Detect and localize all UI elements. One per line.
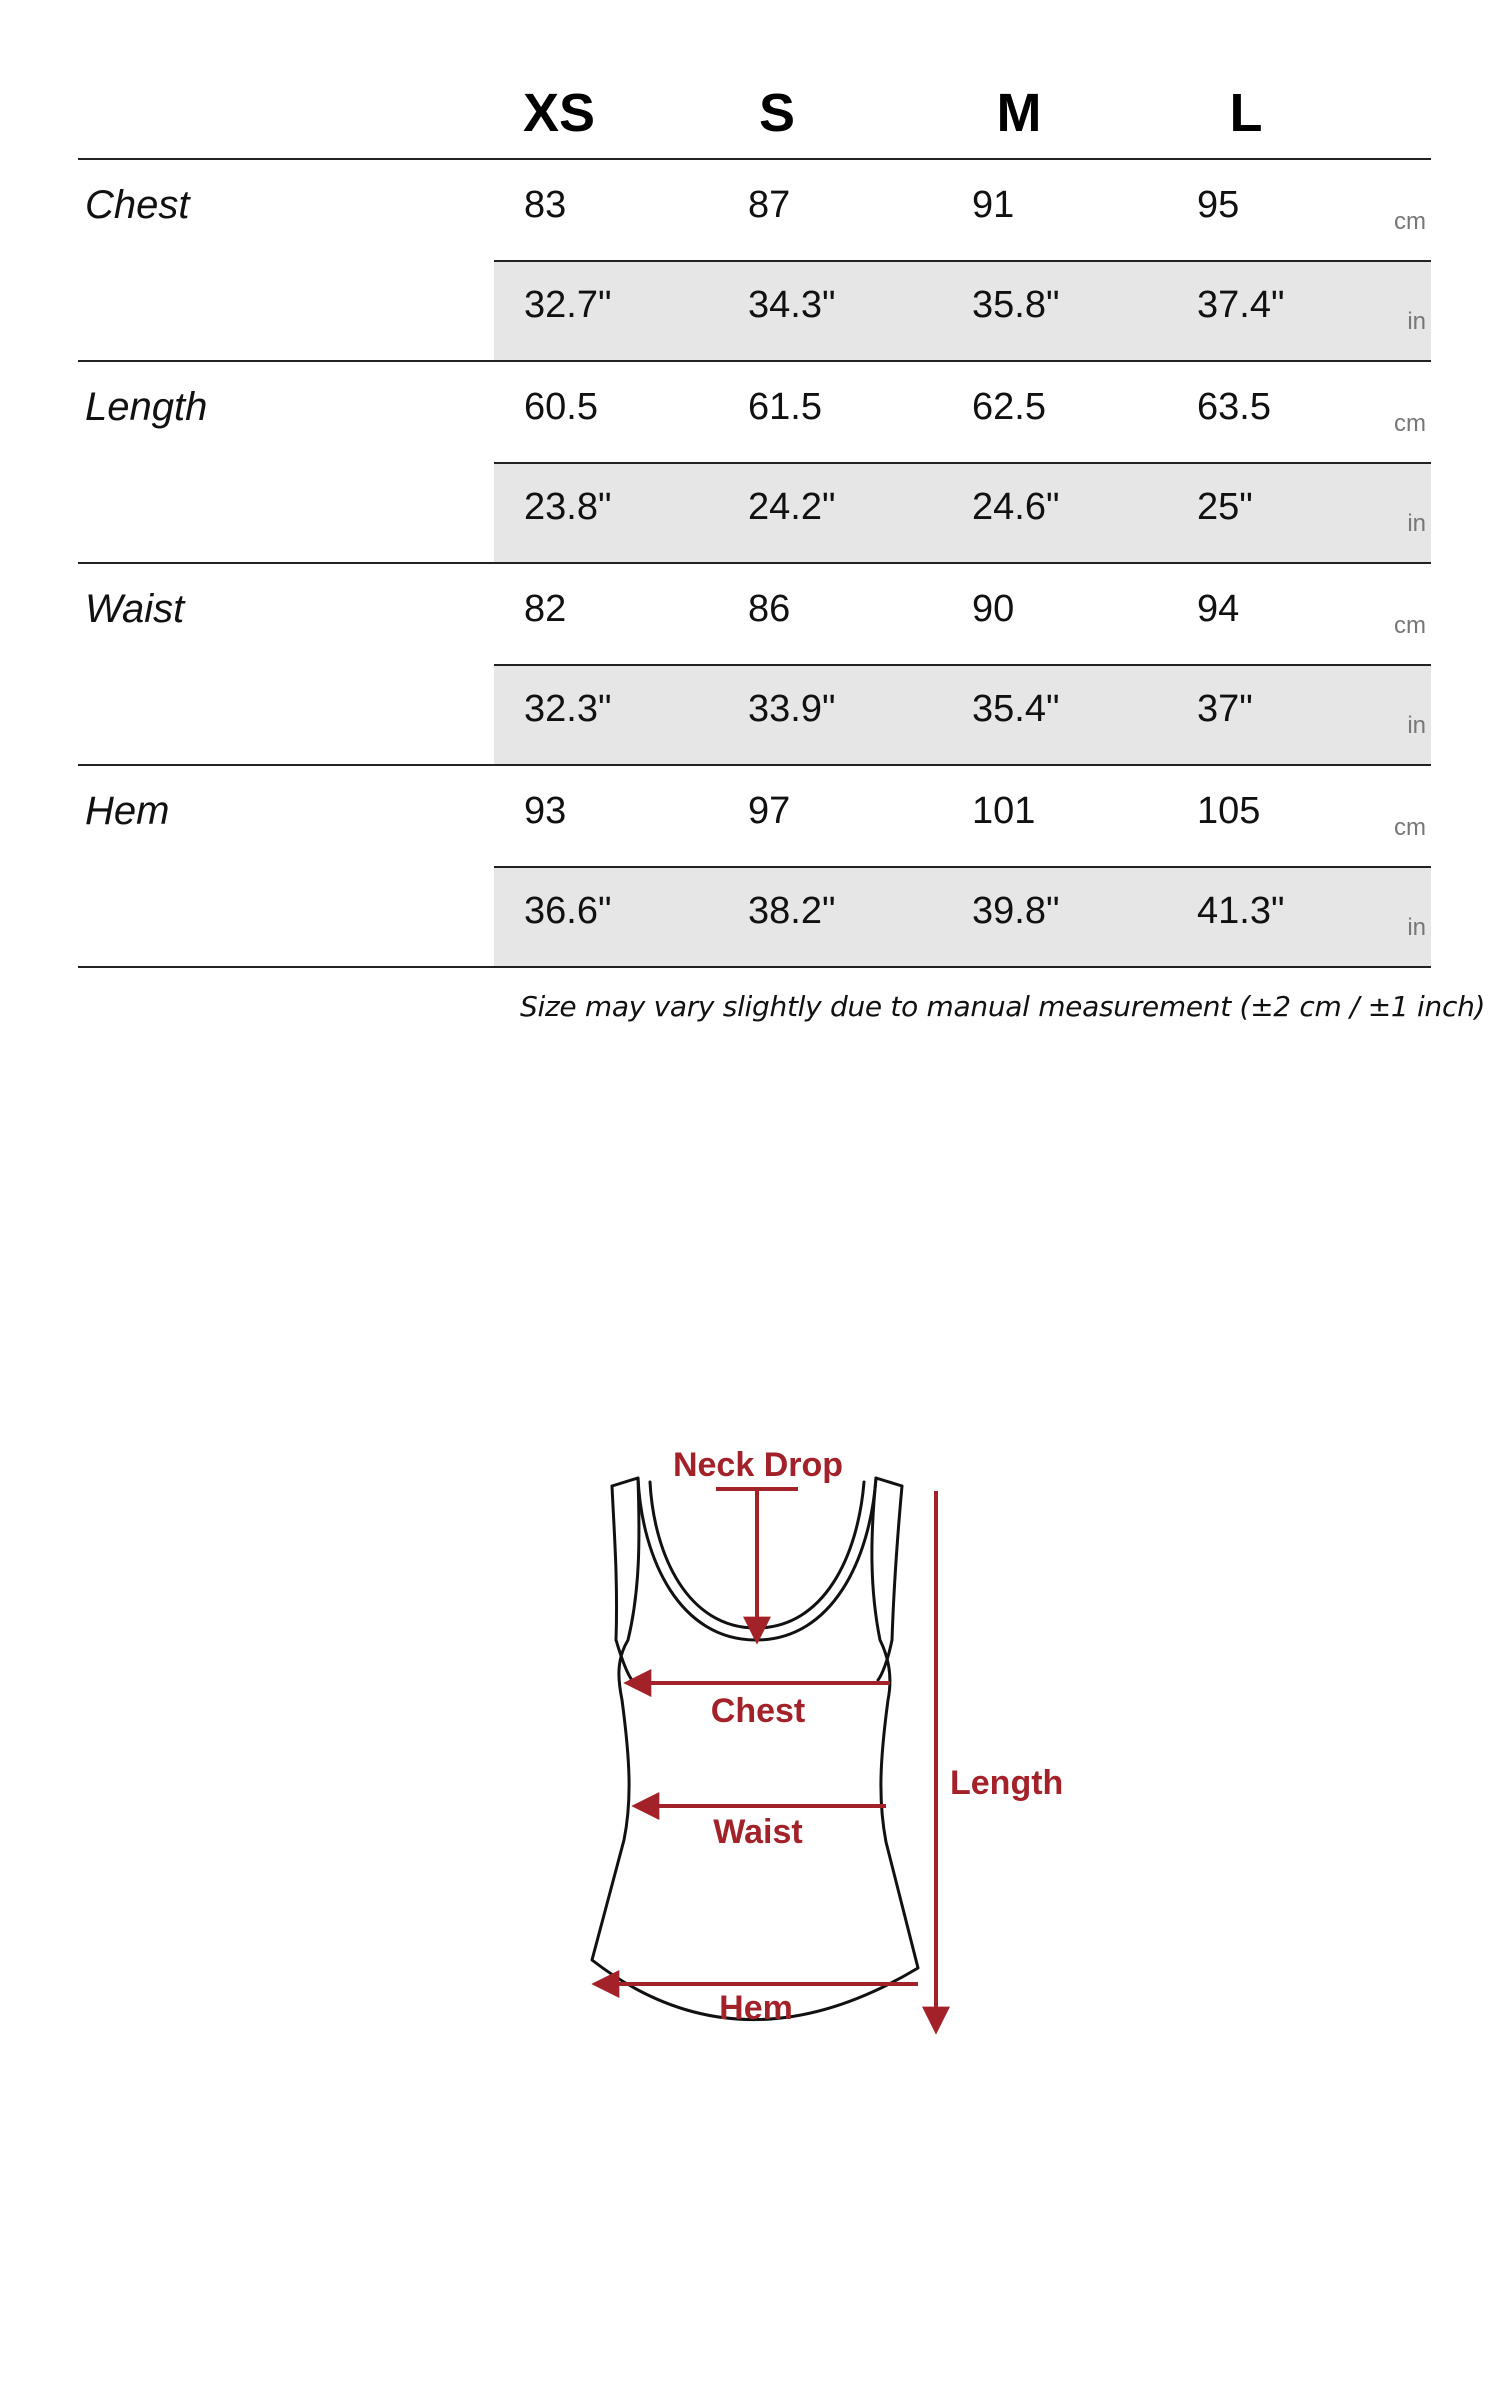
length-cm-m: 62.5 xyxy=(972,386,1046,428)
hem-cm-xs: 93 xyxy=(524,790,567,832)
label-neck-drop: Neck Drop xyxy=(672,1446,844,1484)
hem-cm-s: 97 xyxy=(748,790,791,832)
row-label-length: Length xyxy=(85,385,208,429)
waist-cm-m: 90 xyxy=(972,588,1015,630)
divider-chest xyxy=(78,360,1431,362)
waist-cm-xs: 82 xyxy=(524,588,567,630)
measurement-note: Size may vary slightly due to manual measurement (±2 cm / ±1 inch) xyxy=(520,990,1486,1023)
length-in-m: 24.6" xyxy=(972,486,1060,528)
length-cm-l: 63.5 xyxy=(1197,386,1271,428)
divider-waist-inner xyxy=(494,664,1431,666)
hem-in-l: 41.3" xyxy=(1197,890,1285,932)
row-label-chest: Chest xyxy=(85,183,190,227)
length-unit-in: in xyxy=(1407,510,1426,537)
length-unit-cm: cm xyxy=(1394,410,1426,437)
chest-cm-l: 95 xyxy=(1197,184,1240,226)
label-waist: Waist xyxy=(713,1813,803,1851)
label-hem: Hem xyxy=(719,1989,793,2027)
chest-in-xs: 32.7" xyxy=(524,284,612,326)
chest-cm-m: 91 xyxy=(972,184,1015,226)
waist-unit-cm: cm xyxy=(1394,612,1426,639)
waist-unit-in: in xyxy=(1407,712,1426,739)
waist-cm-l: 94 xyxy=(1197,588,1240,630)
shade-row-length-in xyxy=(494,464,1431,562)
hem-cm-m: 101 xyxy=(972,790,1036,832)
size-header-m: M xyxy=(996,83,1042,143)
chest-in-m: 35.8" xyxy=(972,284,1060,326)
hem-in-xs: 36.6" xyxy=(524,890,612,932)
length-in-l: 25" xyxy=(1197,486,1253,528)
row-label-waist: Waist xyxy=(85,587,185,631)
hem-unit-in: in xyxy=(1407,914,1426,941)
size-header-l: L xyxy=(1229,83,1263,143)
chest-unit-in: in xyxy=(1407,308,1426,335)
divider-length xyxy=(78,562,1431,564)
measurement-arrows xyxy=(596,1489,936,2030)
shade-row-chest-in xyxy=(494,262,1431,360)
size-header-xs: XS xyxy=(522,83,596,143)
divider-length-inner xyxy=(494,462,1431,464)
chest-unit-cm: cm xyxy=(1394,208,1426,235)
divider-header xyxy=(78,158,1431,160)
divider-hem-inner xyxy=(494,866,1431,868)
waist-in-m: 35.4" xyxy=(972,688,1060,730)
length-cm-xs: 60.5 xyxy=(524,386,598,428)
chest-in-l: 37.4" xyxy=(1197,284,1285,326)
right-strap xyxy=(892,1486,902,1640)
shade-row-hem-in xyxy=(494,868,1431,966)
label-chest: Chest xyxy=(710,1692,806,1730)
length-in-xs: 23.8" xyxy=(524,486,612,528)
divider-waist xyxy=(78,764,1431,766)
waist-in-l: 37" xyxy=(1197,688,1253,730)
length-cm-s: 61.5 xyxy=(748,386,822,428)
waist-in-s: 33.9" xyxy=(748,688,836,730)
tank-top-measurement-diagram xyxy=(0,1380,1500,2080)
chest-cm-s: 87 xyxy=(748,184,791,226)
chest-in-s: 34.3" xyxy=(748,284,836,326)
length-in-s: 24.2" xyxy=(748,486,836,528)
row-label-hem: Hem xyxy=(85,789,170,833)
chest-cm-xs: 83 xyxy=(524,184,567,226)
waist-cm-s: 86 xyxy=(748,588,791,630)
hem-in-s: 38.2" xyxy=(748,890,836,932)
hem-cm-l: 105 xyxy=(1197,790,1261,832)
size-chart-table xyxy=(0,0,1500,1060)
hem-unit-cm: cm xyxy=(1394,814,1426,841)
divider-chest-inner xyxy=(494,260,1431,262)
divider-hem xyxy=(78,966,1431,968)
hem-in-m: 39.8" xyxy=(972,890,1060,932)
size-header-s: S xyxy=(758,83,796,143)
left-strap xyxy=(612,1486,617,1640)
shade-row-waist-in xyxy=(494,666,1431,764)
waist-in-xs: 32.3" xyxy=(524,688,612,730)
label-length: Length xyxy=(950,1764,1064,1802)
